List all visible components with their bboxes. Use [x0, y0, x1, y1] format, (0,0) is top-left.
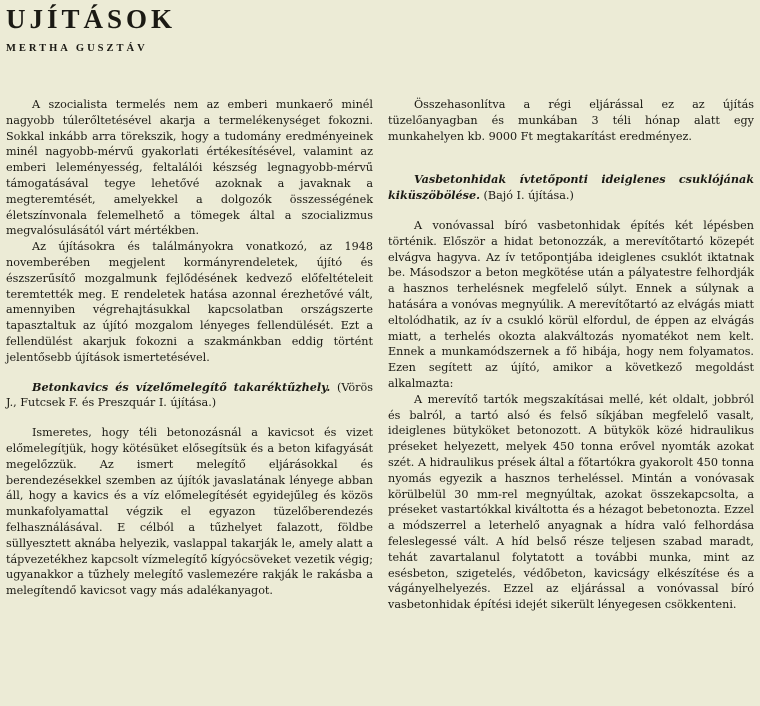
continuation-paragraph: Összehasonlítva a régi eljárással ez az újítás tüzelőanyagban és munkában 3 téli hónap alatt egy munkahelyen kb. 9000 Ft megtakarítást eredményez. — [388, 98, 754, 143]
section-authors: (Bajó I. újítása.) — [483, 189, 574, 203]
left-column — [6, 97, 373, 599]
intro-paragraph-1: A szocialista termelés nem az emberi munkaerő minél nagyobb túlerőltetésével akarja a termelékenységet fokozni. Sokkal inkább arra törekszik, hogy a tudomány eredményeinek minél nagyobb-mérvű gyakorlati értékesítésével, valamint az emberi leleményesség, feltalálói készség legnagyobb-mérvű támogatásával tegye lehetővé azoknak a javaknak a megteremtését, amelyekkel a dolgozók összességének életszínvonala felemelhető a tömegek által a szocializmus megvalósulásától várt mértékben. — [6, 98, 373, 238]
section-title: Vasbetonhidak ívtetőponti ideiglenes csuklójának kiküszöbölése. — [388, 172, 754, 203]
section-title: Betonkavics és vízelőmelegítő takaréktűzhely. — [32, 379, 331, 394]
author-name: MERTHA GUSZTÁV — [6, 43, 148, 54]
right-column — [388, 97, 754, 613]
section-paragraph: Ismeretes, hogy téli betonozásnál a kavicsot és vizet előmelegítjük, hogy kötésüket elősegítsük és a beton kifagyását megelőzzük. Az ismert melegítő eljárásokkal és berendezésekkel szemben az újítók javaslatának lényege abban áll, hogy a kavics és a víz előmelegítését egyidejűleg és közös munkafolyamattal végzik el egyazon tüzelőberendezés felhasználásával. E célból a tűzhelyet falazott, földbe süllyesztett aknába helyezik, vaslappal takarják le, amely alatt a tápvezetékhez kapcsolt vízmelegítő kígyócsöveket vezetik végig; ugyanakkor a tűzhely melegítő vaslemezére rakják le rakásba a melegítendő kavicsot vagy más adalékanyagot. — [6, 426, 373, 598]
article-title: UJÍTÁSOK — [6, 4, 177, 34]
section-heading-betonkavics — [6, 380, 373, 412]
section-heading-vasbetonhidak — [388, 172, 754, 204]
section-paragraph: A vonóvassal bíró vasbetonhidak építés két lépésben történik. Először a hidat betonozzák, a merevítőtartó közepét elvágva hagyva. Az ív tetőpontjába ideiglenes csuklót iktatnak be. Másodszor a beton megkötése után a pályatestre felhordják a hasznos terhelésnek megfelelő súlyt. Ennek a súlynak a hatására a vonóvas megnyúlik. A merevítőtartó az elvágás miatt eltolódhatik, az ív a csukló körül elfordul, de éppen az elvágás miatt, a terhelés okozta alakváltozás nyomatékot nem kelt. Ennek a munkamódszernek a fő hibája, hogy nem folyamatos. Ezen segített az újító, amikor a következő megoldást alkalmazta: — [388, 218, 754, 390]
section-paragraph: A merevítő tartók megszakításai mellé, két oldalt, jobbról és balról, a tartó alsó és felső síkjában megfelelő vasalt, ideiglenes bütyköket betonozott. A bütykök közé hidraulikus préseket helyezett, melyek 450 tonna erővel nyomták azokat szét. A hidraulikus prések által a főtartókra gyakorolt 450 tonna nyomás egyezik a hasznos terheléssel. Mintán a vonóvasak körülbelül 30 mm-rel megnyúltak, azokat összekapcsolta, a préseket vastartókkal kiváltotta és a hézagot bebetonozta. Ezzel a módszerrel a leterhelő anyagnak a hídra való felhordása feleslegessé vált. A híd belső része teljesen szabad maradt, tehát zavartalanul folytatott a további munka, mint az esésbeton, szigetelés, védőbeton, kavicságy elkészítése és a vágányelhelyezés. Ezzel az eljárással a vonóvassal bíró vasbetonhidak építési idejét sikerült lényegesen csökkenteni. — [388, 392, 754, 612]
section-authors: (Vörös J., Futcsek F. és Preszquár I. újítása.) — [6, 380, 373, 410]
intro-paragraph-2: Az újításokra és találmányokra vonatkozó, az 1948 novemberében megjelent kormányrendeletek, újító és észszerűsítő mozgalmunk fejlődésének kedvező előfeltételeit teremtették meg. E rendeletek hatása azonnal érezhetővé vált, amennyiben végrehajtásukkal kapcsolatban országszerte tapasztaltuk az újító mozgalom lényeges fellendülését. Ezt a fellendülést akarjuk fokozni a szakmánkban eddig történt jelentősebb újítások ismertetésével. — [6, 240, 373, 364]
